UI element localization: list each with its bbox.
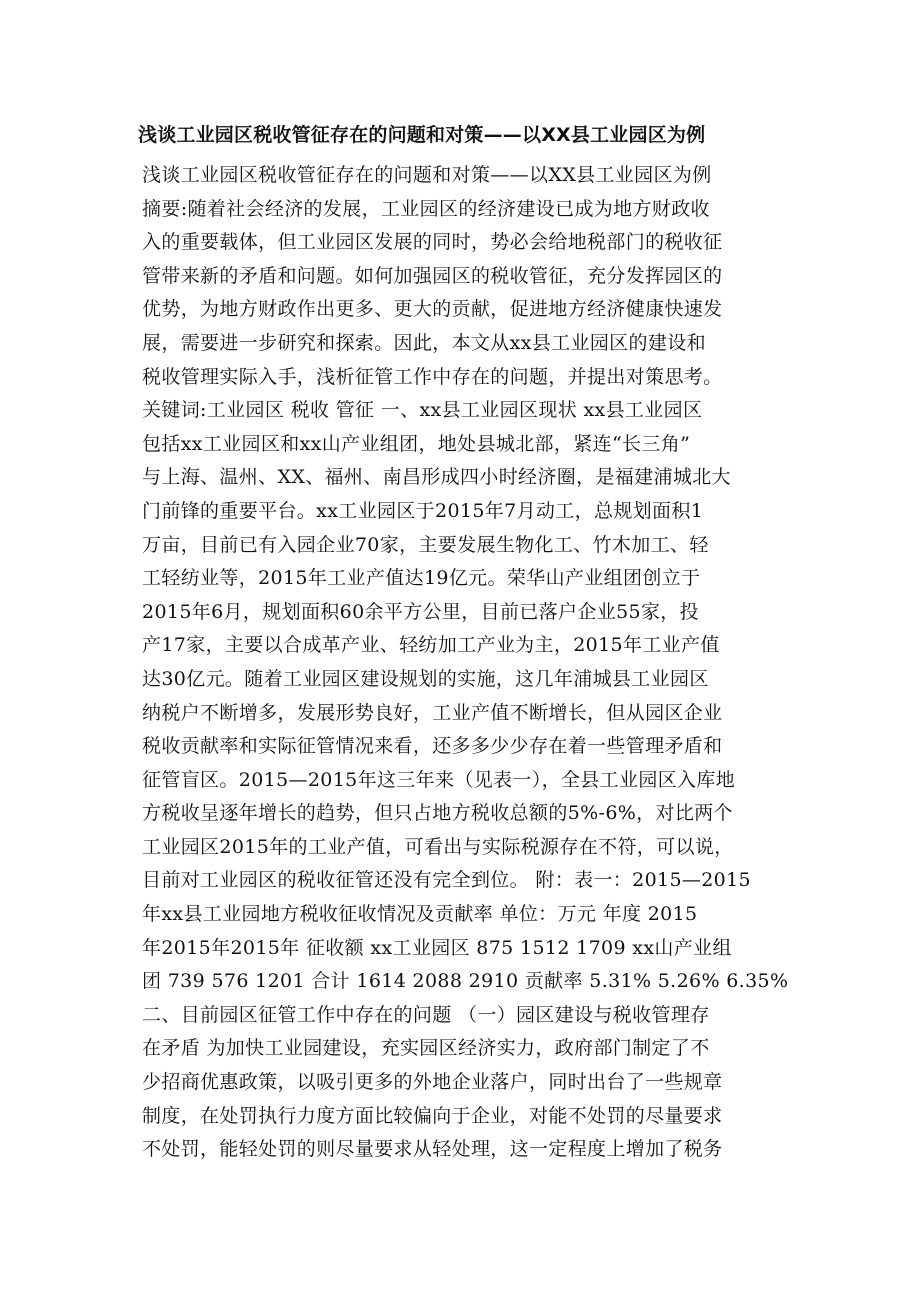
body-line: 征管盲区。2015—2015年这三年来（见表一），全县工业园区入库地 xyxy=(142,768,736,791)
body-line: 工业园区2015年的工业产值，可看出与实际税源存在不符，可以说， xyxy=(142,835,734,858)
body-line: 万亩，目前已有入园企业70家，主要发展生物化工、竹木加工、轻 xyxy=(142,533,709,556)
body-line: 年2015年2015年 征收额 xx工业园区 875 1512 1709 xx山产业组 xyxy=(142,936,732,959)
body-line: 税收管理实际入手，浅析征管工作中存在的问题，并提出对策思考。 xyxy=(142,365,723,388)
body-line: 管带来新的矛盾和问题。如何加强园区的税收管征，充分发挥园区的 xyxy=(142,264,723,287)
body-line: 包括xx工业园区和xx山产业组团，地处县城北部，紧连“长三角” xyxy=(142,432,691,455)
body-line: 方税收呈逐年增长的趋势，但只占地方税收总额的5%-6%，对比两个 xyxy=(142,802,733,825)
body-line: 二、目前园区征管工作中存在的问题 （一）园区建设与税收管理存 xyxy=(142,1003,710,1026)
body-line: 2015年6月，规划面积60余平方公里，目前已落户企业55家，投 xyxy=(142,600,699,623)
body-line: 入的重要载体，但工业园区发展的同时，势必会给地税部门的税收征 xyxy=(142,231,723,254)
body-line: 达30亿元。随着工业园区建设规划的实施，这几年浦城县工业园区 xyxy=(142,667,709,690)
body-line: 展，需要进一步研究和探索。因此，本文从xx县工业园区的建设和 xyxy=(142,331,706,354)
body-line: 与上海、温州、XX、福州、南昌形成四小时经济圈，是福建浦城北大 xyxy=(142,466,731,489)
body-line: 工轻纺业等，2015年工业产值达19亿元。荣华山产业组团创立于 xyxy=(142,567,701,590)
body-line: 团 739 576 1201 合计 1614 2088 2910 贡献率 5.31% 5.26% 6.35% xyxy=(142,970,789,993)
body-line: 关键词:工业园区 税收 管征 一、xx县工业园区现状 xx县工业园区 xyxy=(142,399,703,422)
body-line: 优势，为地方财政作出更多、更大的贡献，促进地方经济健康快速发 xyxy=(142,298,723,321)
body-line: 纳税户不断增多，发展形势良好，工业产值不断增长，但从园区企业 xyxy=(142,701,723,724)
body-line: 税收贡献率和实际征管情况来看，还多多少少存在着一些管理矛盾和 xyxy=(142,735,723,758)
body-line: 少招商优惠政策，以吸引更多的外地企业落户，同时出台了一些规章 xyxy=(142,1071,723,1094)
body-line: 摘要:随着社会经济的发展，工业园区的经济建设已成为地方财政收 xyxy=(142,197,710,220)
body-line: 浅谈工业园区税收管征存在的问题和对策——以XX县工业园区为例 xyxy=(142,164,712,186)
body-line: 不处罚，能轻处罚的则尽量要求从轻处理，这一定程度上增加了税务 xyxy=(142,1138,723,1161)
body-line: 产17家，主要以合成革产业、轻纺加工产业为主，2015年工业产值 xyxy=(142,634,720,657)
body-line: 门前锋的重要平台。xx工业园区于2015年7月动工，总规划面积1 xyxy=(142,499,704,522)
body-line: 在矛盾 为加快工业园建设，充实园区经济实力，政府部门制定了不 xyxy=(142,1037,710,1060)
body-line: 年xx县工业园地方税收征收情况及贡献率 单位：万元 年度 2015 xyxy=(142,903,698,926)
document-title: 浅谈工业园区税收管征存在的问题和对策——以XX县工业园区为例 xyxy=(138,124,706,146)
body-line: 目前对工业园区的税收征管还没有完全到位。 附：表一：2015—2015 xyxy=(142,869,751,892)
document-body xyxy=(142,159,802,1167)
body-line: 制度，在处罚执行力度方面比较偏向于企业，对能不处罚的尽量要求 xyxy=(142,1104,723,1127)
